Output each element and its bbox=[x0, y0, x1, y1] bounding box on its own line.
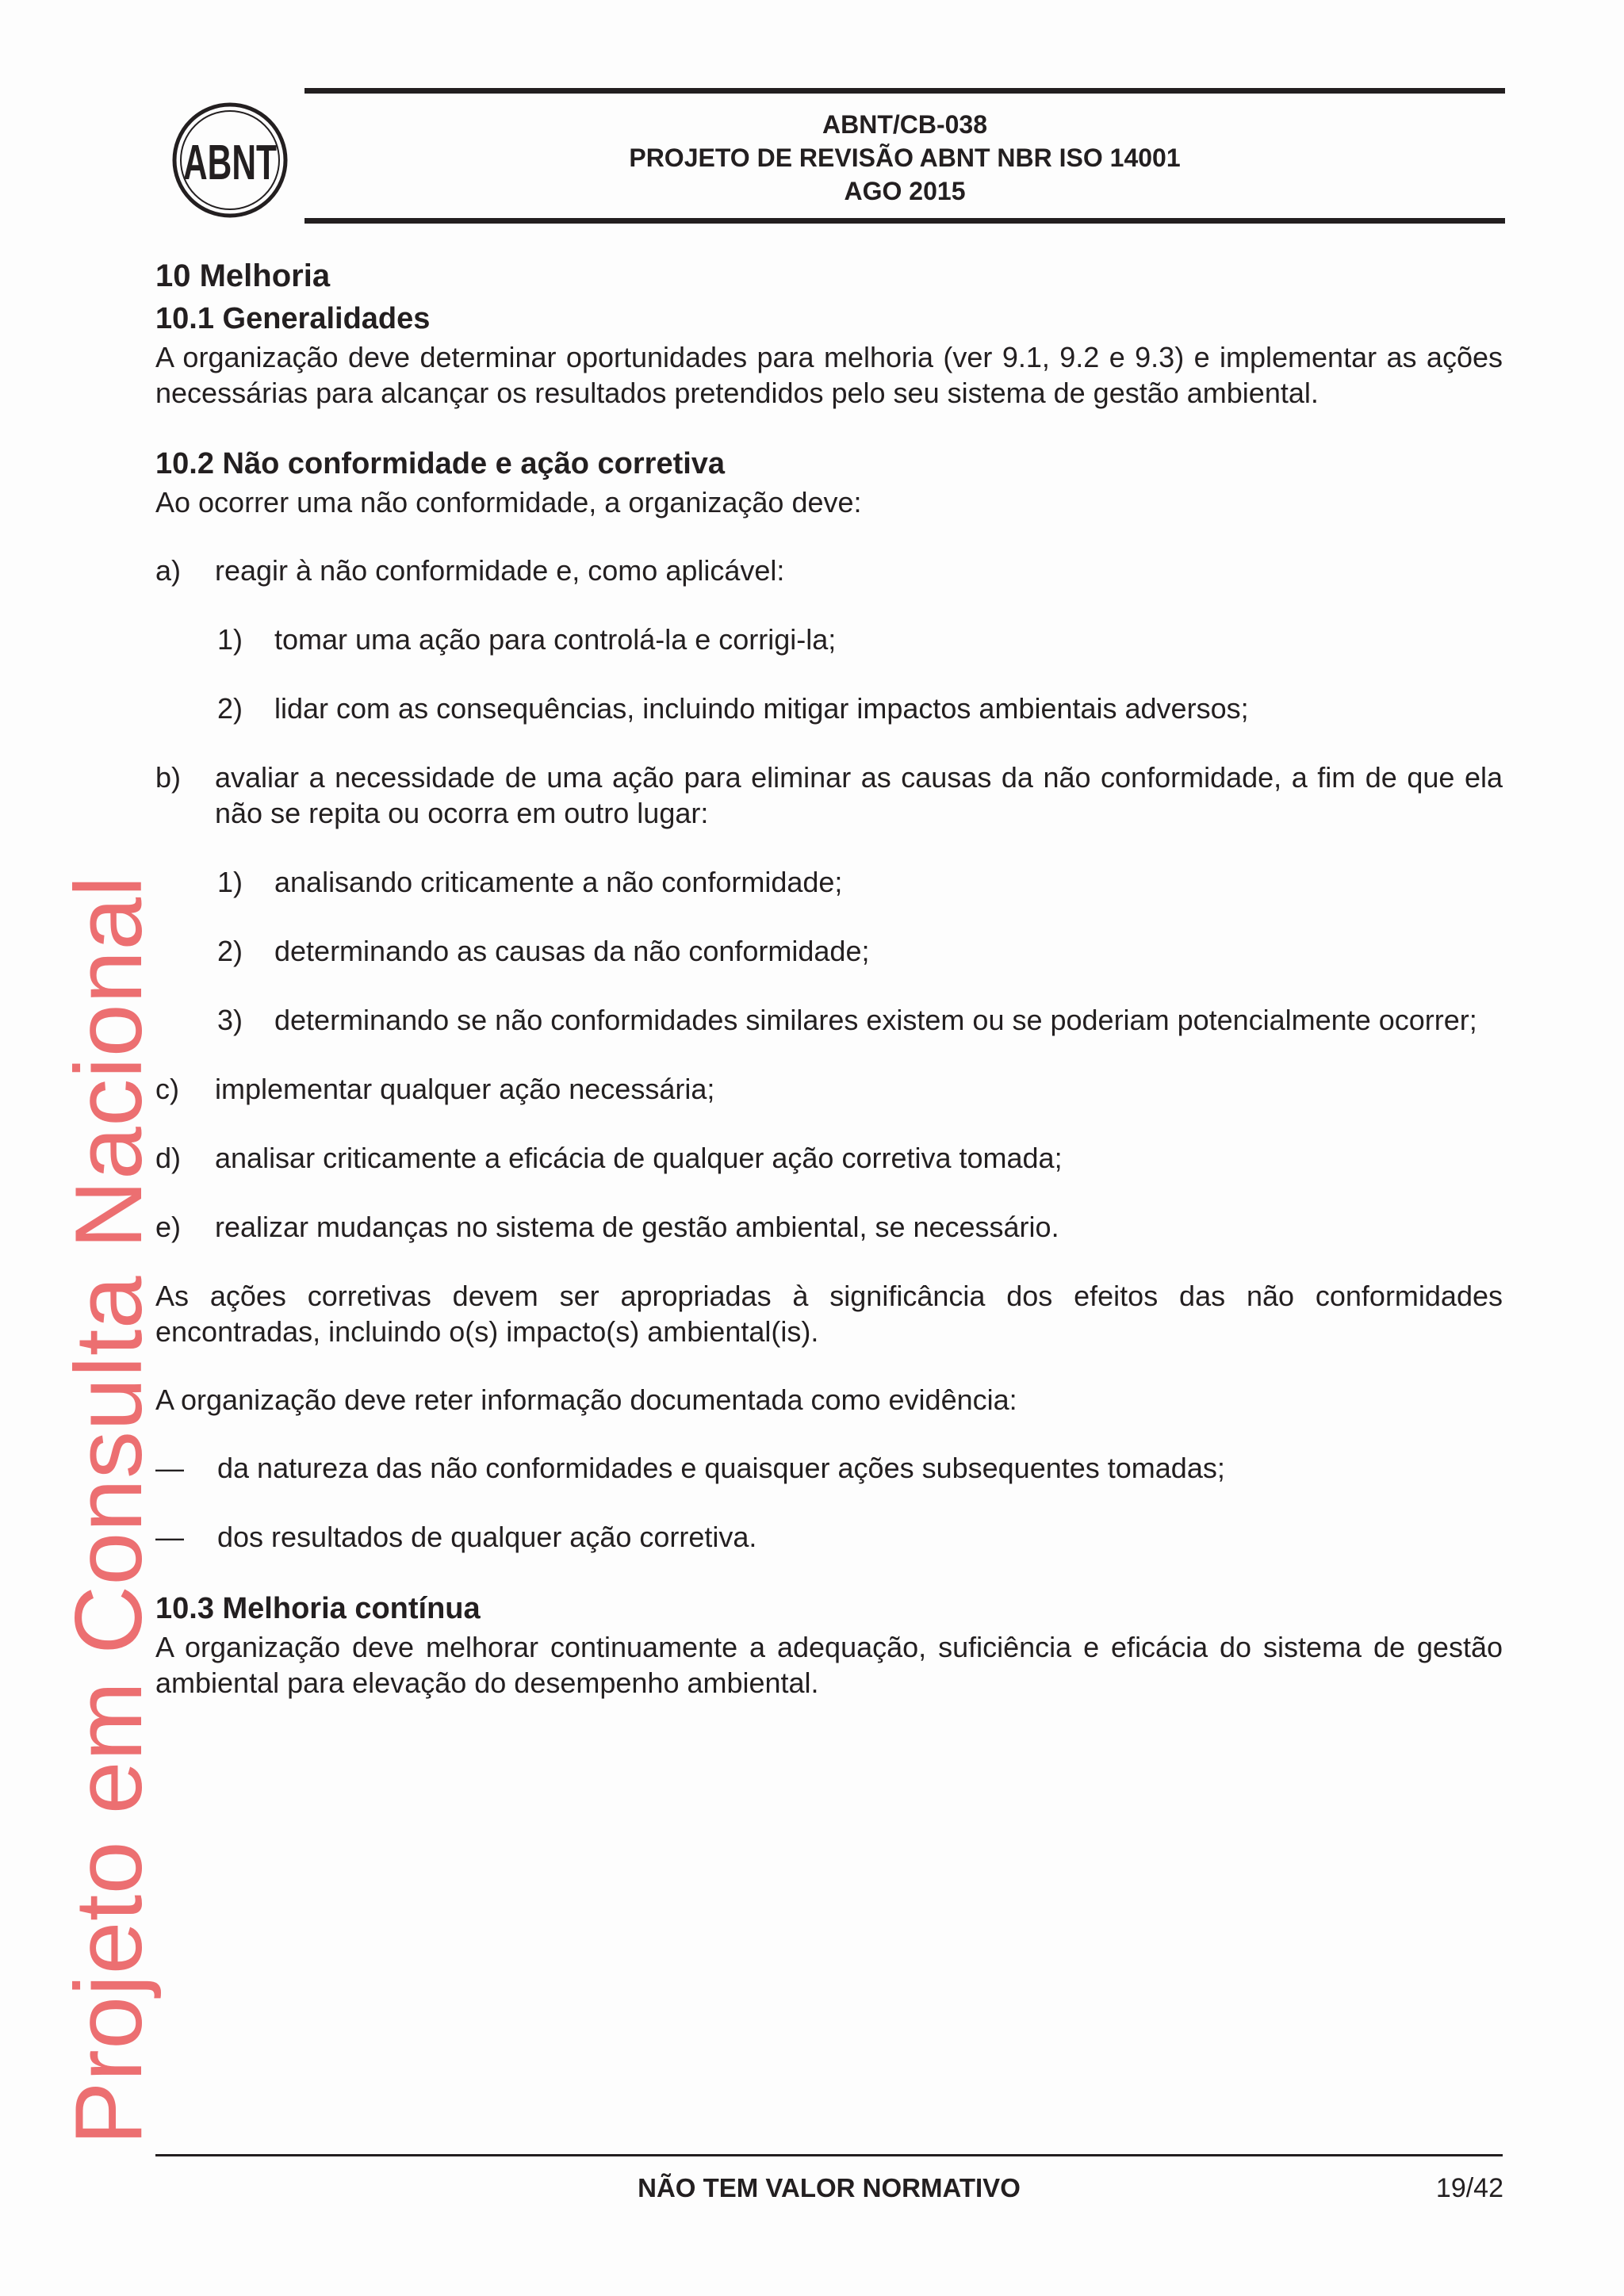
dash-item-2 bbox=[155, 1519, 1503, 1555]
list-text: reagir à não conformidade e, como aplicável: bbox=[215, 554, 785, 587]
list-item-a bbox=[155, 553, 1503, 588]
list-item-b bbox=[155, 760, 1503, 831]
list-item-b-1 bbox=[155, 864, 1503, 900]
dash-text: da natureza das não conformidades e quaisquer ações subsequentes tomadas; bbox=[217, 1452, 1225, 1484]
page-number: 19/42 bbox=[1435, 2173, 1503, 2203]
list-label: 2) bbox=[217, 935, 243, 967]
footer-notice: NÃO TEM VALOR NORMATIVO bbox=[638, 2173, 1021, 2202]
list-label: 1) bbox=[217, 866, 243, 898]
list-text: analisar criticamente a eficácia de qualquer ação corretiva tomada; bbox=[215, 1142, 1063, 1174]
dash-label: — bbox=[155, 1521, 184, 1553]
list-text: avaliar a necessidade de uma ação para eliminar as causas da não conformidade, a fim de que ela não se repita ou ocorra em outro lugar: bbox=[215, 761, 1503, 829]
list-label: a) bbox=[155, 554, 182, 587]
list-item-d bbox=[155, 1140, 1503, 1176]
watermark: Projeto em Consulta Nacional bbox=[56, 875, 162, 2145]
list-text: determinando as causas da não conformidade; bbox=[274, 935, 870, 967]
list-item-b-2 bbox=[155, 933, 1503, 969]
list-label: 1) bbox=[217, 623, 243, 656]
list-item-a-1 bbox=[155, 622, 1503, 657]
footer-rule bbox=[155, 2154, 1503, 2156]
list-text: realizar mudanças no sistema de gestão ambiental, se necessário. bbox=[215, 1211, 1059, 1243]
list-label: 2) bbox=[217, 692, 243, 725]
paragraph-10-1: A organização deve determinar oportunidades para melhoria (ver 9.1, 9.2 e 9.3) e implementar as ações necessárias para alcançar os resultados pretendidos pelo seu sistema de gestão ambiental. bbox=[155, 341, 1503, 409]
list-text: analisando criticamente a não conformidade; bbox=[274, 866, 843, 898]
header-bottom-rule bbox=[304, 218, 1505, 224]
list-item-a-2 bbox=[155, 691, 1503, 726]
list-text: determinando se não conformidades similares existem ou se poderiam potencialmente ocorrer; bbox=[274, 1004, 1477, 1036]
list-item-b-3 bbox=[155, 1002, 1503, 1038]
list-label: e) bbox=[155, 1211, 182, 1243]
subsection-title-10-2: 10.2 Não conformidade e ação corretiva bbox=[155, 447, 726, 480]
list-label: 3) bbox=[217, 1004, 243, 1036]
header-project: PROJETO DE REVISÃO ABNT NBR ISO 14001 bbox=[629, 144, 1181, 172]
subsection-title-10-1: 10.1 Generalidades bbox=[155, 302, 431, 335]
paragraph-10-3: A organização deve melhorar continuamente a adequação, suficiência e eficácia do sistema de gestão ambiental para elevação do desempenho ambiental. bbox=[155, 1631, 1503, 1699]
dash-label: — bbox=[155, 1452, 184, 1484]
header-top-rule bbox=[304, 88, 1505, 94]
list-label: c) bbox=[155, 1073, 179, 1105]
document-body bbox=[155, 254, 1503, 1701]
list-item-c bbox=[155, 1071, 1503, 1107]
list-label: d) bbox=[155, 1142, 182, 1174]
dash-item-1 bbox=[155, 1450, 1503, 1486]
list-text: tomar uma ação para controlá-la e corrigi-la; bbox=[274, 623, 837, 656]
section-title: 10 Melhoria bbox=[155, 258, 331, 293]
subsection-title-10-3: 10.3 Melhoria contínua bbox=[155, 1592, 481, 1625]
header-block bbox=[304, 108, 1505, 208]
abnt-logo bbox=[167, 97, 293, 224]
paragraph-10-2-intro: Ao ocorrer uma não conformidade, a organização deve: bbox=[155, 486, 862, 519]
list-text: lidar com as consequências, incluindo mitigar impactos ambientais adversos; bbox=[274, 692, 1249, 725]
list-text: implementar qualquer ação necessária; bbox=[215, 1073, 715, 1105]
header-committee: ABNT/CB-038 bbox=[822, 110, 988, 139]
list-item-e bbox=[155, 1209, 1503, 1245]
dash-text: dos resultados de qualquer ação corretiva. bbox=[217, 1521, 757, 1553]
paragraph-10-2-actions: As ações corretivas devem ser apropriadas à significância dos efeitos das não conformidades encontradas, incluindo o(s) impacto(s) ambiental(is). bbox=[155, 1280, 1503, 1348]
list-label: b) bbox=[155, 761, 182, 794]
abnt-logo-text: ABNT bbox=[183, 136, 278, 190]
paragraph-10-2-evidence: A organização deve reter informação documentada como evidência: bbox=[155, 1383, 1017, 1416]
header-date: AGO 2015 bbox=[844, 177, 966, 205]
